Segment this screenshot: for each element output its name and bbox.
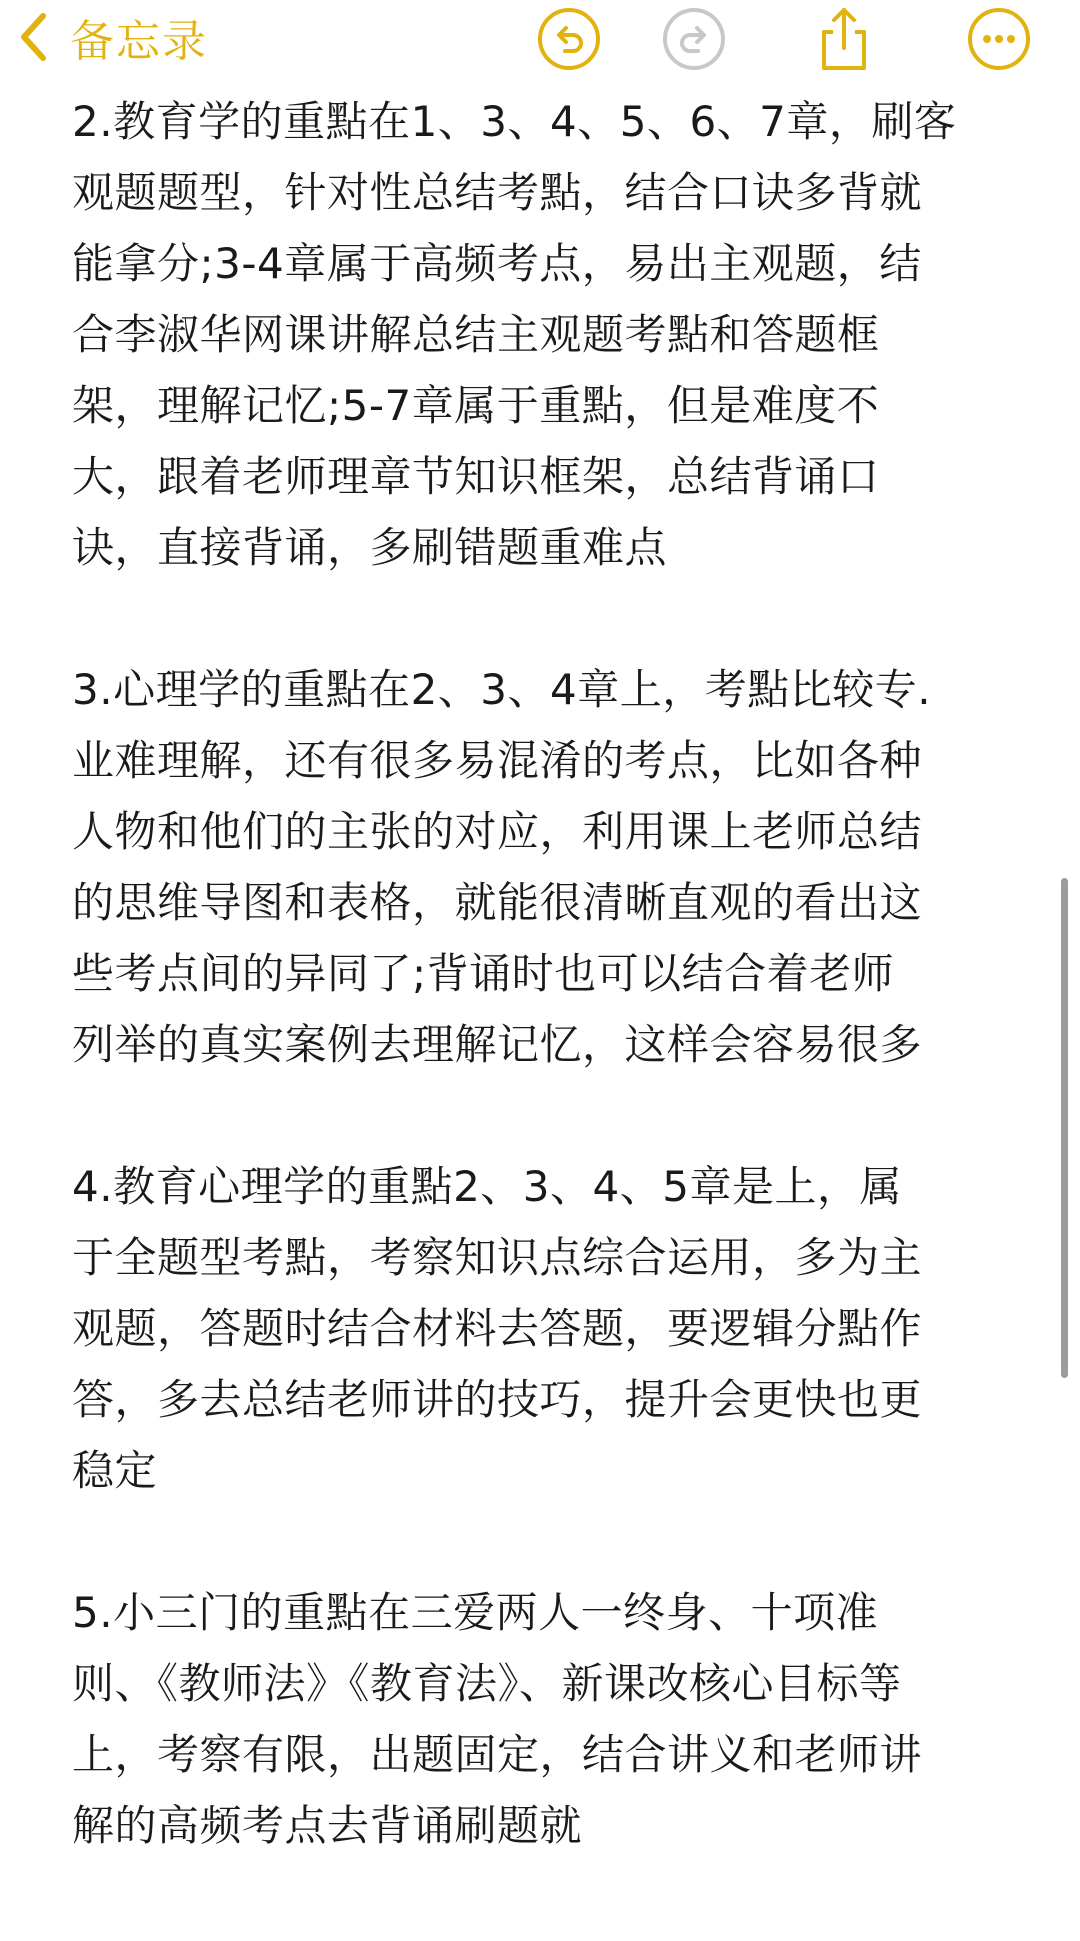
note-paragraph-5: 5.小三门的重點在三爱两人一终身、十项准 则、《教师法》《教育法》、新课改核心目标等 上，考察有限，出题固定，结合讲义和老师讲 解的高频考点去背诵刷题就 [72,1588,923,1850]
undo-icon [536,6,602,72]
navigation-bar [0,0,1080,78]
back-label: 备忘录 [70,16,208,67]
more-icon [966,6,1032,72]
vertical-scrollbar[interactable] [1061,878,1068,1378]
note-paragraph-4: 4.教育心理学的重點2、3、4、5章是上，属 于全题型考點，考察知识点综合运用，多为主 观题，答题时结合材料去答题，要逻辑分點作 答，多去总结老师讲的技巧，提升会更快也更 稳定 [72,1162,923,1495]
note-paragraph-2: 2.教育学的重點在1、3、4、5、6、7章，刷客 观题题型，针对性总结考點，结合口诀多背就 能拿分;3-4章属于高频考点，易出主观题，结 合李淑华网课讲解总结主观题考點和答题框 架，理解记忆;5-7章属于重點，但是难度不 大，跟着老师理章节知识框架，总结背诵口 诀，直接背诵，多刷错题重难点 [72,97,957,572]
more-button[interactable] [966,6,1032,72]
share-icon [811,6,877,72]
share-button[interactable] [811,6,877,72]
redo-icon [661,6,727,72]
note-body[interactable] [72,86,1012,1861]
note-paragraph-3: 3.心理学的重點在2、3、4章上，考點比较专. 业难理解，还有很多易混淆的考点，比如各种 人物和他们的主张的对应，利用课上老师总结 的思维导图和表格，就能很清晰直观的看出这 些考点间的异同了;背诵时也可以结合着老师 列举的真实案例去理解记忆，这样会容易很多 [72,665,932,1069]
chevron-left-icon [18,12,48,62]
back-button[interactable] [18,6,208,68]
undo-button[interactable] [536,6,602,72]
redo-button[interactable] [661,6,727,72]
